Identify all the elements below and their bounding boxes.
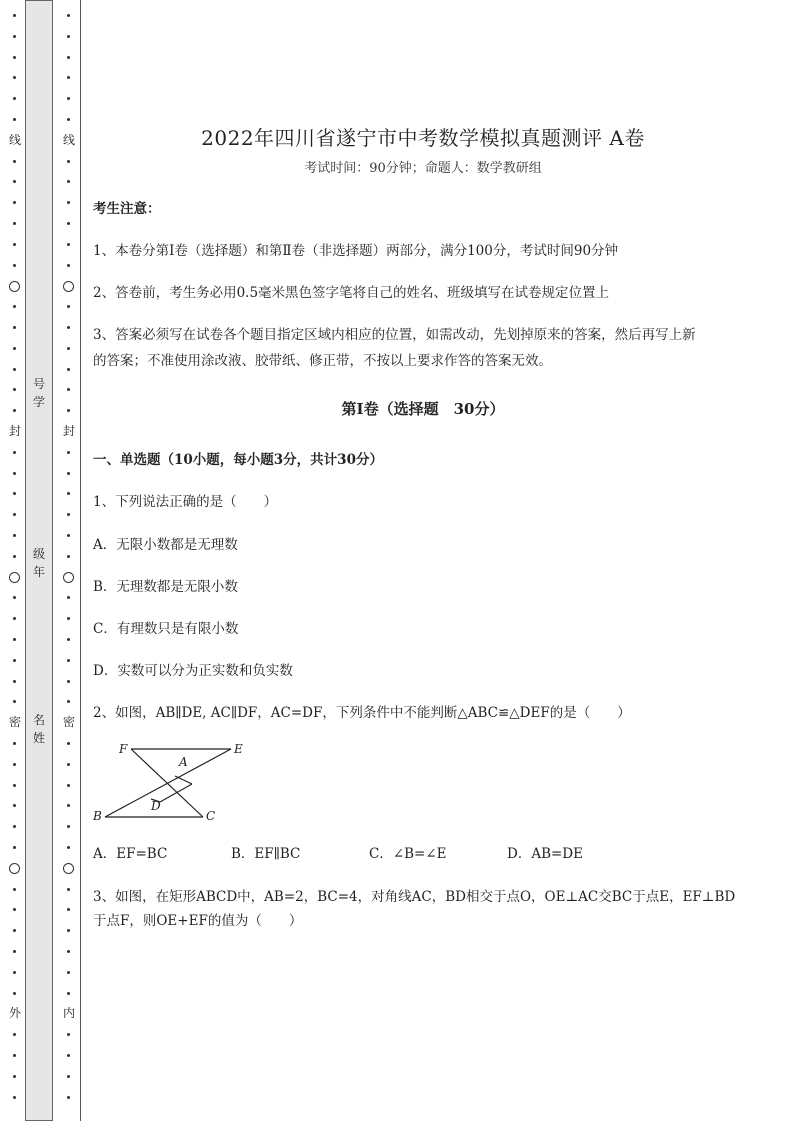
label-b: B — [93, 809, 102, 823]
q3-stem-line2: 于点F，则OE+EF的值为（ ） — [93, 913, 303, 929]
binding-dot — [13, 180, 16, 183]
binding-char: 密 — [8, 715, 21, 729]
binding-dot — [67, 76, 70, 79]
q1-option-b: B．无理数都是无限小数 — [93, 579, 238, 595]
binding-dot — [67, 118, 70, 121]
binding-dot — [13, 971, 16, 974]
q1-option-c: C．有理数只是有限小数 — [93, 621, 239, 637]
segment-fc — [131, 749, 203, 817]
binding-dot — [67, 742, 70, 745]
binding-dot — [13, 243, 16, 246]
binding-dot — [67, 825, 70, 828]
label-f: F — [119, 742, 128, 756]
q1-option-d: D．实数可以分为正实数和负实数 — [93, 663, 293, 679]
binding-dot — [67, 264, 70, 267]
binding-dot — [67, 888, 70, 891]
binding-dot — [13, 492, 16, 495]
notice-item-2: 2、答卷前，考生务必用0.5毫米黑色签字笔将自己的姓名、班级填写在试卷规定位置上 — [93, 285, 610, 301]
binding-dot — [13, 617, 16, 620]
binding-circle-mark — [9, 572, 20, 583]
binding-dot — [13, 76, 16, 79]
binding-dot — [13, 118, 16, 121]
binding-dot — [67, 347, 70, 350]
inner-binding-dots — [62, 0, 76, 1123]
binding-circle-mark — [9, 863, 20, 874]
binding-dot — [67, 929, 70, 932]
binding-dot — [67, 680, 70, 683]
notice-item-3-cont: 的答案；不准使用涂改液、胶带纸、修正带，不按以上要求作答的答案无效。 — [93, 353, 552, 369]
binding-dot — [13, 1075, 16, 1078]
binding-dot — [13, 409, 16, 412]
label-e: E — [234, 742, 243, 756]
binding-dot — [13, 14, 16, 17]
inner-border-line — [80, 0, 81, 1121]
binding-dot — [67, 222, 70, 225]
binding-dot — [13, 326, 16, 329]
binding-dot — [67, 971, 70, 974]
q2-option-d: D．AB=DE — [507, 846, 583, 862]
q1-option-a: A．无限小数都是无理数 — [93, 537, 238, 553]
binding-char: 密 — [62, 715, 75, 729]
binding-dot — [13, 97, 16, 100]
binding-circle-mark — [63, 281, 74, 292]
binding-dot — [13, 825, 16, 828]
binding-circle-mark — [9, 281, 20, 292]
binding-dot — [13, 992, 16, 995]
binding-dot — [13, 804, 16, 807]
binding-dot — [67, 659, 70, 662]
binding-char: 内 — [62, 1006, 75, 1020]
binding-dot — [67, 700, 70, 703]
binding-dot — [67, 388, 70, 391]
binding-dot — [67, 1054, 70, 1057]
binding-circle-mark — [63, 572, 74, 583]
segment-da — [160, 784, 192, 802]
page-title: 2022年四川省遂宁市中考数学模拟真题测评 A卷 — [201, 126, 645, 150]
binding-dot — [13, 929, 16, 932]
binding-dot — [13, 700, 16, 703]
binding-dot — [67, 201, 70, 204]
segment-a-edge — [175, 776, 192, 784]
binding-dot — [67, 950, 70, 953]
binding-dot — [67, 784, 70, 787]
binding-dot — [13, 35, 16, 38]
binding-dot — [67, 305, 70, 308]
binding-dot — [13, 160, 16, 163]
binding-dot — [67, 638, 70, 641]
binding-dot — [67, 243, 70, 246]
name-label: 名 姓 — [32, 713, 45, 745]
binding-dot — [67, 368, 70, 371]
binding-dot — [13, 596, 16, 599]
binding-dot — [13, 742, 16, 745]
binding-circle-mark — [63, 863, 74, 874]
label-a: A — [179, 755, 188, 769]
binding-dot — [13, 1054, 16, 1057]
binding-dot — [13, 680, 16, 683]
binding-dot — [13, 846, 16, 849]
binding-dot — [13, 472, 16, 475]
segment-eb — [105, 749, 231, 817]
binding-dot — [13, 56, 16, 59]
q2-option-a: A．EF=BC — [93, 846, 168, 862]
binding-dot — [13, 908, 16, 911]
binding-dot — [67, 908, 70, 911]
binding-dot — [13, 534, 16, 537]
q1-stem: 1、下列说法正确的是（ ） — [93, 494, 278, 510]
binding-dot — [13, 264, 16, 267]
binding-dot — [13, 638, 16, 641]
binding-dot — [13, 201, 16, 204]
binding-dot — [13, 784, 16, 787]
binding-char: 线 — [62, 133, 75, 147]
q3-stem-line1: 3、如图，在矩形ABCD中，AB=2，BC=4，对角线AC，BD相交于点O，OE⊥AC交BC于点E，EF⊥BD — [93, 889, 736, 905]
exam-info: 考试时间：90分钟；命题人：数学教研组 — [304, 161, 542, 176]
binding-char: 封 — [62, 424, 75, 438]
binding-dot — [13, 950, 16, 953]
binding-dot — [13, 451, 16, 454]
binding-dot — [67, 846, 70, 849]
section-title: 第Ⅰ卷（选择题 30分） — [341, 400, 505, 418]
binding-dot — [13, 763, 16, 766]
binding-dot — [67, 409, 70, 412]
q2-triangle-figure — [93, 738, 263, 828]
binding-dot — [67, 492, 70, 495]
binding-dot — [67, 326, 70, 329]
binding-dot — [67, 992, 70, 995]
grade-label: 级 年 — [32, 547, 45, 579]
binding-dot — [67, 596, 70, 599]
binding-dot — [67, 56, 70, 59]
binding-dot — [67, 617, 70, 620]
binding-dot — [67, 180, 70, 183]
binding-dot — [67, 160, 70, 163]
binding-dot — [67, 804, 70, 807]
q2-option-c: C．∠B=∠E — [369, 846, 447, 862]
binding-dot — [67, 534, 70, 537]
binding-char: 封 — [8, 424, 21, 438]
binding-dot — [13, 1096, 16, 1099]
binding-char: 外 — [8, 1006, 21, 1020]
outer-binding-dots — [8, 0, 22, 1123]
notice-heading: 考生注意： — [93, 201, 161, 217]
binding-dot — [13, 222, 16, 225]
notice-item-3: 3、答案必须写在试卷各个题目指定区域内相应的位置，如需改动，先划掉原来的答案，然后再写上新 — [93, 327, 696, 343]
binding-dot — [67, 1033, 70, 1036]
binding-dot — [13, 1033, 16, 1036]
binding-dot — [13, 368, 16, 371]
binding-char: 线 — [8, 133, 21, 147]
student-number-label: 号 学 — [32, 377, 45, 409]
label-c: C — [206, 809, 216, 823]
binding-dot — [13, 555, 16, 558]
label-d: D — [151, 799, 161, 813]
binding-dot — [67, 763, 70, 766]
binding-dot — [13, 388, 16, 391]
binding-dot — [13, 659, 16, 662]
binding-dot — [67, 35, 70, 38]
notice-item-1: 1、本卷分第Ⅰ卷（选择题）和第Ⅱ卷（非选择题）两部分，满分100分，考试时间90分钟 — [93, 243, 619, 259]
part-heading: 一、单选题（10小题，每小题3分，共计30分） — [93, 452, 383, 468]
binding-dot — [67, 451, 70, 454]
binding-dot — [13, 347, 16, 350]
binding-dot — [67, 513, 70, 516]
binding-dot — [67, 1075, 70, 1078]
binding-dot — [67, 1096, 70, 1099]
binding-dot — [67, 472, 70, 475]
binding-dot — [67, 14, 70, 17]
binding-dot — [13, 305, 16, 308]
q2-stem: 2、如图，AB∥DE, AC∥DF，AC=DF，下列条件中不能判断△ABC≌△DEF的是（ ） — [93, 705, 631, 721]
q2-option-b: B．EF∥BC — [231, 846, 301, 862]
binding-dot — [13, 888, 16, 891]
binding-dot — [67, 97, 70, 100]
binding-dot — [13, 513, 16, 516]
binding-dot — [67, 555, 70, 558]
